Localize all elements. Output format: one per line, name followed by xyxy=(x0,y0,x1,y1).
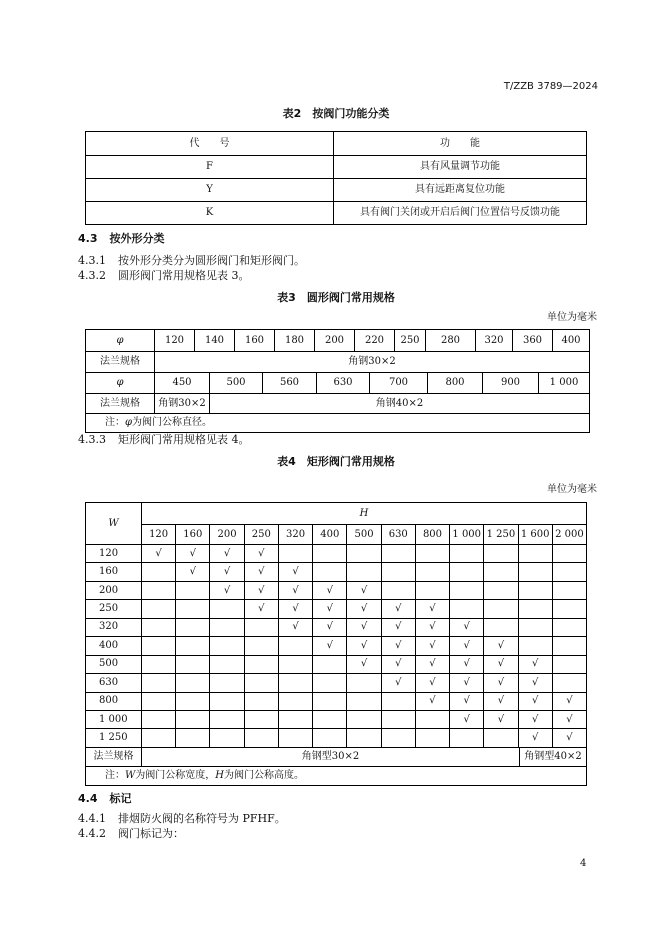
empty-cell xyxy=(552,619,586,636)
note-text: 为阀门公称高度。 xyxy=(224,769,305,781)
table-row xyxy=(86,544,586,562)
check-mark-cell: √ xyxy=(483,711,517,728)
empty-cell xyxy=(312,656,346,673)
flange-spec-cell: 角钢型30×2 xyxy=(141,748,519,766)
empty-cell xyxy=(552,656,586,673)
w-value-cell: 250 xyxy=(99,603,119,615)
table-row xyxy=(86,178,586,201)
clause-4-4-1 xyxy=(78,812,286,825)
check-mark-cell: √ xyxy=(518,656,552,673)
clause-number: 4.3.3 xyxy=(78,433,106,446)
note-row xyxy=(86,766,586,785)
diameter-cell: 450 xyxy=(154,373,209,393)
h-value-cell: 630 xyxy=(381,525,415,544)
diameter-cell: 250 xyxy=(394,330,425,351)
table-row xyxy=(86,655,586,673)
check-mark-cell: √ xyxy=(518,729,552,746)
check-mark-cell: √ xyxy=(209,545,243,562)
check-mark-cell: √ xyxy=(415,693,449,710)
section-title: 按外形分类 xyxy=(109,232,165,245)
empty-cell xyxy=(381,545,415,562)
note-text: 为阀门公称直径。 xyxy=(132,417,213,428)
empty-cell xyxy=(312,545,346,562)
empty-cell xyxy=(552,582,586,599)
check-mark-cell: √ xyxy=(312,637,346,654)
check-mark-cell: √ xyxy=(175,545,209,562)
table-row xyxy=(86,155,586,178)
check-mark-cell: √ xyxy=(449,711,483,728)
diameter-cell: 280 xyxy=(425,330,475,351)
empty-cell xyxy=(244,711,278,728)
clause-4-3-1 xyxy=(78,254,305,267)
diameter-cell: 800 xyxy=(427,373,482,393)
empty-cell xyxy=(244,656,278,673)
w-value-cell: 200 xyxy=(99,584,119,596)
empty-cell xyxy=(346,711,380,728)
check-mark-cell: √ xyxy=(244,600,278,617)
empty-cell xyxy=(449,545,483,562)
empty-cell xyxy=(552,545,586,562)
h-value-cell: 250 xyxy=(244,525,278,544)
check-mark-cell: √ xyxy=(278,619,312,636)
check-mark-cell: √ xyxy=(415,600,449,617)
check-mark-cell: √ xyxy=(346,582,380,599)
table-4 xyxy=(85,502,587,786)
check-mark-cell: √ xyxy=(244,563,278,580)
clause-number: 4.4.1 xyxy=(78,812,106,825)
empty-cell xyxy=(278,729,312,746)
section-heading-4-4 xyxy=(78,792,132,805)
table-header-row xyxy=(86,503,586,544)
empty-cell xyxy=(552,674,586,691)
w-value-cell: 800 xyxy=(99,695,119,707)
empty-cell xyxy=(312,693,346,710)
empty-cell xyxy=(209,729,243,746)
clause-text: 圆形阀门常用规格见表 3。 xyxy=(118,269,250,282)
diameter-row xyxy=(86,372,589,393)
flange-label: 法兰规格 xyxy=(100,397,140,409)
h-value-cell: 1 600 xyxy=(518,525,552,544)
diameter-cell: 630 xyxy=(316,373,369,393)
empty-cell xyxy=(209,711,243,728)
empty-cell xyxy=(346,693,380,710)
clause-4-3-2 xyxy=(78,269,250,282)
empty-cell xyxy=(552,637,586,654)
check-mark-cell: √ xyxy=(415,674,449,691)
empty-cell xyxy=(518,619,552,636)
empty-cell xyxy=(175,674,209,691)
h-header-row xyxy=(142,503,586,524)
table-row xyxy=(86,581,586,599)
empty-cell xyxy=(209,693,243,710)
empty-cell xyxy=(278,693,312,710)
h-value-cell: 800 xyxy=(415,525,449,544)
check-mark-cell: √ xyxy=(381,619,415,636)
empty-cell xyxy=(312,563,346,580)
unit-label: 单位为毫米 xyxy=(547,312,597,323)
check-mark-cell: √ xyxy=(312,619,346,636)
clause-4-3-3 xyxy=(78,433,250,446)
table-row xyxy=(86,201,586,224)
w-value-cell: 400 xyxy=(99,639,119,651)
empty-cell xyxy=(346,563,380,580)
table-row xyxy=(86,728,586,746)
empty-cell xyxy=(415,582,449,599)
empty-cell xyxy=(209,600,243,617)
empty-cell xyxy=(209,619,243,636)
h-value-cell: 400 xyxy=(312,525,346,544)
note-symbol: φ xyxy=(125,417,133,428)
check-mark-cell: √ xyxy=(346,619,380,636)
empty-cell xyxy=(518,563,552,580)
check-mark-cell: √ xyxy=(552,711,586,728)
flange-spec-cell: 角钢型40×2 xyxy=(519,748,586,766)
check-mark-cell: √ xyxy=(415,637,449,654)
empty-cell xyxy=(141,693,175,710)
diameter-row xyxy=(86,330,589,351)
empty-cell xyxy=(381,582,415,599)
phi-label: φ xyxy=(116,377,124,388)
w-value-cell: 320 xyxy=(99,621,119,633)
diameter-cell: 900 xyxy=(482,373,538,393)
empty-cell xyxy=(141,637,175,654)
check-mark-cell: √ xyxy=(449,637,483,654)
clause-number: 4.3.1 xyxy=(78,254,106,267)
h-value-cell: 1 000 xyxy=(449,525,483,544)
check-mark-cell: √ xyxy=(346,600,380,617)
diameter-cell: 700 xyxy=(369,373,427,393)
empty-cell xyxy=(278,656,312,673)
note-text: 为阀门公称宽度， xyxy=(135,769,216,781)
flange-label: 法兰规格 xyxy=(93,750,134,762)
note-symbol-h: H xyxy=(215,769,225,781)
h-value-cell: 320 xyxy=(278,525,312,544)
empty-cell xyxy=(449,563,483,580)
empty-cell xyxy=(278,637,312,654)
empty-cell xyxy=(312,729,346,746)
empty-cell xyxy=(552,600,586,617)
function-cell: 具有远距离复位功能 xyxy=(333,179,586,201)
h-value-cell: 160 xyxy=(175,525,209,544)
empty-cell xyxy=(518,600,552,617)
empty-cell xyxy=(518,545,552,562)
empty-cell xyxy=(415,711,449,728)
check-mark-cell: √ xyxy=(483,656,517,673)
table-row xyxy=(86,562,586,580)
table-row xyxy=(86,673,586,691)
empty-cell xyxy=(175,729,209,746)
w-value-cell: 160 xyxy=(99,566,119,578)
check-mark-cell: √ xyxy=(244,582,278,599)
diameter-cell: 120 xyxy=(154,330,194,351)
empty-cell xyxy=(209,656,243,673)
empty-cell xyxy=(175,600,209,617)
phi-label: φ xyxy=(116,334,124,346)
check-mark-cell: √ xyxy=(346,637,380,654)
code-cell: K xyxy=(205,207,214,218)
empty-cell xyxy=(346,545,380,562)
w-value-cell: 500 xyxy=(99,658,119,670)
section-title: 标记 xyxy=(109,792,132,805)
empty-cell xyxy=(141,729,175,746)
check-mark-cell: √ xyxy=(449,674,483,691)
empty-cell xyxy=(381,729,415,746)
diameter-cell: 220 xyxy=(354,330,394,351)
empty-cell xyxy=(244,693,278,710)
check-mark-cell: √ xyxy=(483,693,517,710)
flange-spec-cell: 角钢40×2 xyxy=(209,394,589,413)
empty-cell xyxy=(278,545,312,562)
empty-cell xyxy=(483,582,517,599)
check-mark-cell: √ xyxy=(518,693,552,710)
check-mark-cell: √ xyxy=(552,693,586,710)
check-mark-cell: √ xyxy=(483,637,517,654)
check-mark-cell: √ xyxy=(209,582,243,599)
table-note xyxy=(86,767,586,785)
empty-cell xyxy=(449,600,483,617)
table-row xyxy=(86,636,586,654)
empty-cell xyxy=(415,729,449,746)
empty-cell xyxy=(141,563,175,580)
clause-4-4-2 xyxy=(78,827,184,840)
clause-number: 4.4.2 xyxy=(78,827,106,840)
empty-cell xyxy=(483,619,517,636)
note-prefix: 注： xyxy=(105,417,125,428)
section-number: 4.4 xyxy=(78,792,98,805)
empty-cell xyxy=(209,637,243,654)
note-symbol-w: W xyxy=(125,769,136,781)
empty-cell xyxy=(244,637,278,654)
table-row xyxy=(86,710,586,728)
empty-cell xyxy=(175,711,209,728)
check-mark-cell: √ xyxy=(175,563,209,580)
flange-spec-cell: 角钢30×2 xyxy=(154,394,209,413)
check-mark-cell: √ xyxy=(483,674,517,691)
h-value-cell: 200 xyxy=(209,525,243,544)
column-header-function: 功 能 xyxy=(333,132,586,155)
empty-cell xyxy=(278,674,312,691)
empty-cell xyxy=(483,563,517,580)
empty-cell xyxy=(381,563,415,580)
check-mark-cell: √ xyxy=(449,656,483,673)
check-mark-cell: √ xyxy=(381,637,415,654)
standard-code: T/ZZB 3789—2024 xyxy=(503,81,598,92)
column-header-code: 代 号 xyxy=(189,137,230,149)
empty-cell xyxy=(381,693,415,710)
diameter-cell: 560 xyxy=(262,373,316,393)
unit-label: 单位为毫米 xyxy=(547,484,597,495)
w-value-cell: 120 xyxy=(99,547,119,559)
empty-cell xyxy=(518,637,552,654)
table-note xyxy=(86,414,589,432)
function-cell: 具有阀门关闭或开启后阀门位置信号反馈功能 xyxy=(333,202,586,224)
flange-row xyxy=(86,393,589,413)
empty-cell xyxy=(415,545,449,562)
note-row xyxy=(86,413,589,432)
empty-cell xyxy=(483,729,517,746)
empty-cell xyxy=(141,656,175,673)
diameter-cell: 1 000 xyxy=(538,373,589,393)
empty-cell xyxy=(141,711,175,728)
empty-cell xyxy=(244,729,278,746)
clause-text: 排烟防火阀的名称符号为 PFHF。 xyxy=(118,812,286,825)
check-mark-cell: √ xyxy=(346,656,380,673)
section-heading-4-3 xyxy=(78,232,165,245)
check-mark-cell: √ xyxy=(552,729,586,746)
w-header: W xyxy=(108,517,119,529)
flange-row xyxy=(86,351,589,372)
empty-cell xyxy=(312,674,346,691)
check-mark-cell: √ xyxy=(209,563,243,580)
check-mark-cell: √ xyxy=(278,600,312,617)
empty-cell xyxy=(244,619,278,636)
empty-cell xyxy=(175,693,209,710)
diameter-cell: 180 xyxy=(274,330,314,351)
table-2-caption: 表2 按阀门功能分类 xyxy=(282,107,390,120)
h-header-group xyxy=(141,503,586,544)
empty-cell xyxy=(209,674,243,691)
w-value-cell: 1 000 xyxy=(99,713,128,725)
flange-label: 法兰规格 xyxy=(100,356,140,367)
check-mark-cell: √ xyxy=(518,674,552,691)
empty-cell xyxy=(278,711,312,728)
check-mark-cell: √ xyxy=(278,563,312,580)
check-mark-cell: √ xyxy=(244,545,278,562)
diameter-cell: 400 xyxy=(552,330,589,351)
diameter-cell: 160 xyxy=(234,330,274,351)
check-mark-cell: √ xyxy=(312,582,346,599)
empty-cell xyxy=(244,674,278,691)
check-mark-cell: √ xyxy=(449,619,483,636)
empty-cell xyxy=(141,600,175,617)
clause-text: 阀门标记为： xyxy=(118,827,184,840)
empty-cell xyxy=(175,637,209,654)
table-header-row xyxy=(86,132,586,155)
empty-cell xyxy=(483,545,517,562)
check-mark-cell: √ xyxy=(415,619,449,636)
table-row xyxy=(86,618,586,636)
empty-cell xyxy=(552,563,586,580)
empty-cell xyxy=(141,619,175,636)
check-mark-cell: √ xyxy=(312,600,346,617)
check-mark-cell: √ xyxy=(141,545,175,562)
function-cell: 具有风量调节功能 xyxy=(333,156,586,178)
table-4-caption: 表4 矩形阀门常用规格 xyxy=(277,455,395,468)
check-mark-cell: √ xyxy=(415,656,449,673)
empty-cell xyxy=(346,729,380,746)
clause-text: 矩形阀门常用规格见表 4。 xyxy=(118,433,250,446)
empty-cell xyxy=(518,582,552,599)
check-mark-cell: √ xyxy=(449,693,483,710)
check-mark-cell: √ xyxy=(518,711,552,728)
table-body xyxy=(86,544,586,747)
flange-row xyxy=(86,747,586,766)
flange-spec-cell: 角钢30×2 xyxy=(154,352,589,372)
h-value-cell: 500 xyxy=(346,525,380,544)
empty-cell xyxy=(141,674,175,691)
check-mark-cell: √ xyxy=(381,674,415,691)
empty-cell xyxy=(483,600,517,617)
empty-cell xyxy=(415,563,449,580)
h-value-cell: 120 xyxy=(149,528,169,540)
page-number: 4 xyxy=(580,858,587,869)
check-mark-cell: √ xyxy=(278,582,312,599)
table-3-caption: 表3 圆形阀门常用规格 xyxy=(277,291,395,304)
table-2 xyxy=(85,131,587,225)
empty-cell xyxy=(175,619,209,636)
clause-text: 按外形分类分为圆形阀门和矩形阀门。 xyxy=(118,254,305,267)
note-prefix: 注： xyxy=(105,769,125,781)
table-row xyxy=(86,692,586,710)
check-mark-cell: √ xyxy=(381,656,415,673)
empty-cell xyxy=(346,674,380,691)
code-cell: Y xyxy=(206,184,213,195)
w-value-cell: 1 250 xyxy=(99,732,128,744)
h-value-cell: 1 250 xyxy=(483,525,517,544)
empty-cell xyxy=(312,711,346,728)
h-header: H xyxy=(359,507,369,519)
code-cell: F xyxy=(206,161,213,172)
table-row xyxy=(86,599,586,617)
diameter-cell: 500 xyxy=(209,373,262,393)
diameter-cell: 200 xyxy=(314,330,354,351)
w-value-cell: 630 xyxy=(99,676,119,688)
empty-cell xyxy=(141,582,175,599)
empty-cell xyxy=(449,582,483,599)
check-mark-cell: √ xyxy=(381,600,415,617)
h-value-cell: 2 000 xyxy=(552,525,586,544)
diameter-cell: 360 xyxy=(512,330,552,351)
h-values-row xyxy=(142,524,586,544)
empty-cell xyxy=(175,582,209,599)
clause-number: 4.3.2 xyxy=(78,269,106,282)
empty-cell xyxy=(449,729,483,746)
diameter-cell: 140 xyxy=(194,330,234,351)
empty-cell xyxy=(175,656,209,673)
table-3 xyxy=(85,329,590,433)
empty-cell xyxy=(381,711,415,728)
diameter-cell: 320 xyxy=(475,330,512,351)
section-number: 4.3 xyxy=(78,232,98,245)
